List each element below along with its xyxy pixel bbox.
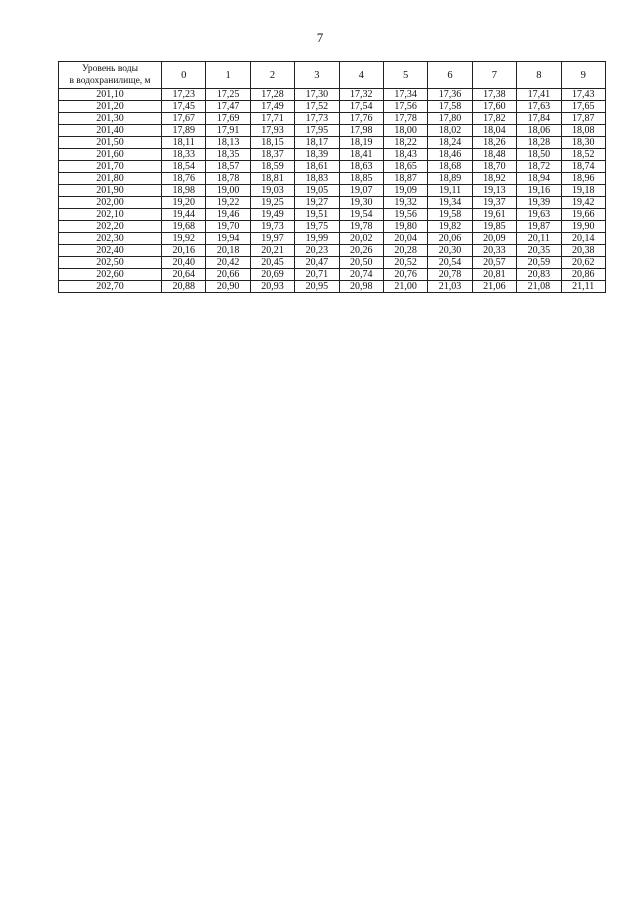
value-cell: 20,74	[339, 269, 383, 281]
value-cell: 18,78	[206, 173, 250, 185]
value-cell: 20,69	[250, 269, 294, 281]
value-cell: 17,47	[206, 101, 250, 113]
level-header-line2: в водохранилище, м	[69, 76, 151, 86]
value-cell: 19,66	[561, 209, 605, 221]
value-cell: 19,16	[517, 185, 561, 197]
value-cell: 18,39	[295, 149, 339, 161]
value-cell: 18,17	[295, 137, 339, 149]
value-cell: 20,81	[472, 269, 516, 281]
value-cell: 20,04	[383, 233, 427, 245]
value-cell: 17,60	[472, 101, 516, 113]
value-cell: 17,73	[295, 113, 339, 125]
value-cell: 18,19	[339, 137, 383, 149]
value-cell: 18,63	[339, 161, 383, 173]
value-cell: 19,51	[295, 209, 339, 221]
level-cell: 202,50	[59, 257, 162, 269]
value-cell: 19,73	[250, 221, 294, 233]
value-cell: 20,40	[162, 257, 206, 269]
value-cell: 20,30	[428, 245, 472, 257]
table-row	[59, 89, 606, 101]
table-row	[59, 245, 606, 257]
value-cell: 18,30	[561, 137, 605, 149]
value-cell: 17,69	[206, 113, 250, 125]
value-cell: 20,02	[339, 233, 383, 245]
value-cell: 18,92	[472, 173, 516, 185]
value-cell: 20,18	[206, 245, 250, 257]
value-cell: 19,09	[383, 185, 427, 197]
value-cell: 17,93	[250, 125, 294, 137]
table-row	[59, 209, 606, 221]
value-cell: 17,34	[383, 89, 427, 101]
level-cell: 201,90	[59, 185, 162, 197]
value-cell: 18,28	[517, 137, 561, 149]
value-cell: 17,58	[428, 101, 472, 113]
value-cell: 19,82	[428, 221, 472, 233]
level-cell: 202,40	[59, 245, 162, 257]
value-cell: 20,71	[295, 269, 339, 281]
table-row	[59, 269, 606, 281]
value-cell: 18,41	[339, 149, 383, 161]
column-header-4: 4	[339, 62, 383, 89]
value-cell: 20,95	[295, 281, 339, 293]
table-row	[59, 161, 606, 173]
value-cell: 21,08	[517, 281, 561, 293]
value-cell: 20,50	[339, 257, 383, 269]
level-cell: 201,50	[59, 137, 162, 149]
value-cell: 18,83	[295, 173, 339, 185]
value-cell: 20,11	[517, 233, 561, 245]
value-cell: 20,62	[561, 257, 605, 269]
value-cell: 20,45	[250, 257, 294, 269]
value-cell: 18,06	[517, 125, 561, 137]
value-cell: 20,52	[383, 257, 427, 269]
value-cell: 18,65	[383, 161, 427, 173]
value-cell: 19,54	[339, 209, 383, 221]
table-row	[59, 173, 606, 185]
value-cell: 20,93	[250, 281, 294, 293]
value-cell: 20,38	[561, 245, 605, 257]
value-cell: 18,26	[472, 137, 516, 149]
value-cell: 19,80	[383, 221, 427, 233]
value-cell: 19,27	[295, 197, 339, 209]
value-cell: 20,83	[517, 269, 561, 281]
value-cell: 18,37	[250, 149, 294, 161]
value-cell: 17,78	[383, 113, 427, 125]
level-column-header	[59, 62, 162, 89]
value-cell: 18,04	[472, 125, 516, 137]
value-cell: 21,11	[561, 281, 605, 293]
value-cell: 17,76	[339, 113, 383, 125]
value-cell: 18,94	[517, 173, 561, 185]
level-cell: 202,30	[59, 233, 162, 245]
value-cell: 20,06	[428, 233, 472, 245]
value-cell: 20,57	[472, 257, 516, 269]
value-cell: 18,00	[383, 125, 427, 137]
value-cell: 19,78	[339, 221, 383, 233]
value-cell: 20,09	[472, 233, 516, 245]
level-cell: 202,10	[59, 209, 162, 221]
value-cell: 20,14	[561, 233, 605, 245]
value-cell: 18,81	[250, 173, 294, 185]
value-cell: 18,98	[162, 185, 206, 197]
value-cell: 18,52	[561, 149, 605, 161]
table-row	[59, 281, 606, 293]
value-cell: 19,22	[206, 197, 250, 209]
value-cell: 18,43	[383, 149, 427, 161]
column-header-1: 1	[206, 62, 250, 89]
value-cell: 18,57	[206, 161, 250, 173]
value-cell: 18,72	[517, 161, 561, 173]
value-cell: 19,05	[295, 185, 339, 197]
value-cell: 21,03	[428, 281, 472, 293]
value-cell: 20,98	[339, 281, 383, 293]
value-cell: 20,26	[339, 245, 383, 257]
value-cell: 17,87	[561, 113, 605, 125]
value-cell: 19,90	[561, 221, 605, 233]
value-cell: 17,98	[339, 125, 383, 137]
value-cell: 18,50	[517, 149, 561, 161]
value-cell: 17,41	[517, 89, 561, 101]
level-header-line1: Уровень воды	[82, 64, 138, 74]
value-cell: 19,92	[162, 233, 206, 245]
value-cell: 18,59	[250, 161, 294, 173]
value-cell: 19,44	[162, 209, 206, 221]
value-cell: 20,33	[472, 245, 516, 257]
level-cell: 201,80	[59, 173, 162, 185]
value-cell: 17,95	[295, 125, 339, 137]
value-cell: 18,02	[428, 125, 472, 137]
value-cell: 20,16	[162, 245, 206, 257]
table-header	[59, 62, 606, 89]
value-cell: 20,23	[295, 245, 339, 257]
column-header-8: 8	[517, 62, 561, 89]
page-number: 7	[316, 30, 324, 45]
table-row	[59, 257, 606, 269]
value-cell: 18,89	[428, 173, 472, 185]
value-cell: 19,03	[250, 185, 294, 197]
value-cell: 18,11	[162, 137, 206, 149]
value-cell: 19,18	[561, 185, 605, 197]
value-cell: 18,61	[295, 161, 339, 173]
value-cell: 20,54	[428, 257, 472, 269]
table-row	[59, 137, 606, 149]
value-cell: 19,56	[383, 209, 427, 221]
value-cell: 19,11	[428, 185, 472, 197]
value-cell: 19,42	[561, 197, 605, 209]
column-header-6: 6	[428, 62, 472, 89]
value-cell: 18,54	[162, 161, 206, 173]
value-cell: 19,20	[162, 197, 206, 209]
value-cell: 19,70	[206, 221, 250, 233]
table-row	[59, 125, 606, 137]
level-cell: 202,60	[59, 269, 162, 281]
value-cell: 17,23	[162, 89, 206, 101]
level-cell: 201,10	[59, 89, 162, 101]
value-cell: 18,70	[472, 161, 516, 173]
table-row	[59, 233, 606, 245]
value-cell: 19,94	[206, 233, 250, 245]
value-cell: 19,58	[428, 209, 472, 221]
value-cell: 18,35	[206, 149, 250, 161]
value-cell: 19,39	[517, 197, 561, 209]
value-cell: 17,49	[250, 101, 294, 113]
value-cell: 20,28	[383, 245, 427, 257]
value-cell: 19,97	[250, 233, 294, 245]
value-cell: 20,86	[561, 269, 605, 281]
value-cell: 17,91	[206, 125, 250, 137]
level-cell: 201,70	[59, 161, 162, 173]
value-cell: 19,68	[162, 221, 206, 233]
value-cell: 17,89	[162, 125, 206, 137]
value-cell: 19,75	[295, 221, 339, 233]
value-cell: 20,76	[383, 269, 427, 281]
value-cell: 19,25	[250, 197, 294, 209]
column-header-2: 2	[250, 62, 294, 89]
value-cell: 18,13	[206, 137, 250, 149]
value-cell: 18,48	[472, 149, 516, 161]
value-cell: 20,78	[428, 269, 472, 281]
value-cell: 19,87	[517, 221, 561, 233]
value-cell: 17,80	[428, 113, 472, 125]
value-cell: 18,15	[250, 137, 294, 149]
value-cell: 20,59	[517, 257, 561, 269]
value-cell: 17,25	[206, 89, 250, 101]
value-cell: 19,85	[472, 221, 516, 233]
value-cell: 18,33	[162, 149, 206, 161]
value-cell: 21,00	[383, 281, 427, 293]
value-cell: 19,61	[472, 209, 516, 221]
value-cell: 20,21	[250, 245, 294, 257]
value-cell: 18,96	[561, 173, 605, 185]
table-row	[59, 149, 606, 161]
value-cell: 18,85	[339, 173, 383, 185]
value-cell: 18,68	[428, 161, 472, 173]
level-cell: 201,20	[59, 101, 162, 113]
value-cell: 20,90	[206, 281, 250, 293]
level-cell: 202,20	[59, 221, 162, 233]
value-cell: 19,37	[472, 197, 516, 209]
column-header-7: 7	[472, 62, 516, 89]
value-cell: 17,84	[517, 113, 561, 125]
level-cell: 202,00	[59, 197, 162, 209]
value-cell: 17,56	[383, 101, 427, 113]
value-cell: 17,45	[162, 101, 206, 113]
value-cell: 21,06	[472, 281, 516, 293]
value-cell: 19,30	[339, 197, 383, 209]
value-cell: 20,35	[517, 245, 561, 257]
level-cell: 201,30	[59, 113, 162, 125]
value-cell: 20,64	[162, 269, 206, 281]
value-cell: 19,32	[383, 197, 427, 209]
column-header-3: 3	[295, 62, 339, 89]
table-body	[59, 89, 606, 293]
table-row	[59, 113, 606, 125]
table-row	[59, 221, 606, 233]
value-cell: 19,34	[428, 197, 472, 209]
column-header-0: 0	[162, 62, 206, 89]
value-cell: 18,76	[162, 173, 206, 185]
value-cell: 20,66	[206, 269, 250, 281]
table-row	[59, 197, 606, 209]
value-cell: 17,71	[250, 113, 294, 125]
value-cell: 17,63	[517, 101, 561, 113]
value-cell: 17,30	[295, 89, 339, 101]
value-cell: 17,82	[472, 113, 516, 125]
value-cell: 17,52	[295, 101, 339, 113]
header-row	[59, 62, 606, 89]
value-cell: 18,24	[428, 137, 472, 149]
value-cell: 19,99	[295, 233, 339, 245]
level-cell: 201,60	[59, 149, 162, 161]
value-cell: 20,42	[206, 257, 250, 269]
value-cell: 18,46	[428, 149, 472, 161]
value-cell: 19,46	[206, 209, 250, 221]
value-cell: 17,32	[339, 89, 383, 101]
value-cell: 18,87	[383, 173, 427, 185]
value-cell: 17,54	[339, 101, 383, 113]
table-row	[59, 185, 606, 197]
column-header-9: 9	[561, 62, 605, 89]
value-cell: 17,28	[250, 89, 294, 101]
value-cell: 17,43	[561, 89, 605, 101]
value-cell: 18,74	[561, 161, 605, 173]
value-cell: 19,00	[206, 185, 250, 197]
column-header-5: 5	[383, 62, 427, 89]
table-row	[59, 101, 606, 113]
value-cell: 19,07	[339, 185, 383, 197]
value-cell: 17,67	[162, 113, 206, 125]
level-cell: 202,70	[59, 281, 162, 293]
level-cell: 201,40	[59, 125, 162, 137]
value-cell: 20,47	[295, 257, 339, 269]
value-cell: 17,65	[561, 101, 605, 113]
value-cell: 19,49	[250, 209, 294, 221]
value-cell: 18,22	[383, 137, 427, 149]
value-cell: 19,63	[517, 209, 561, 221]
value-cell: 20,88	[162, 281, 206, 293]
value-cell: 17,36	[428, 89, 472, 101]
value-cell: 17,38	[472, 89, 516, 101]
value-cell: 19,13	[472, 185, 516, 197]
water-level-table	[58, 61, 606, 293]
value-cell: 18,08	[561, 125, 605, 137]
